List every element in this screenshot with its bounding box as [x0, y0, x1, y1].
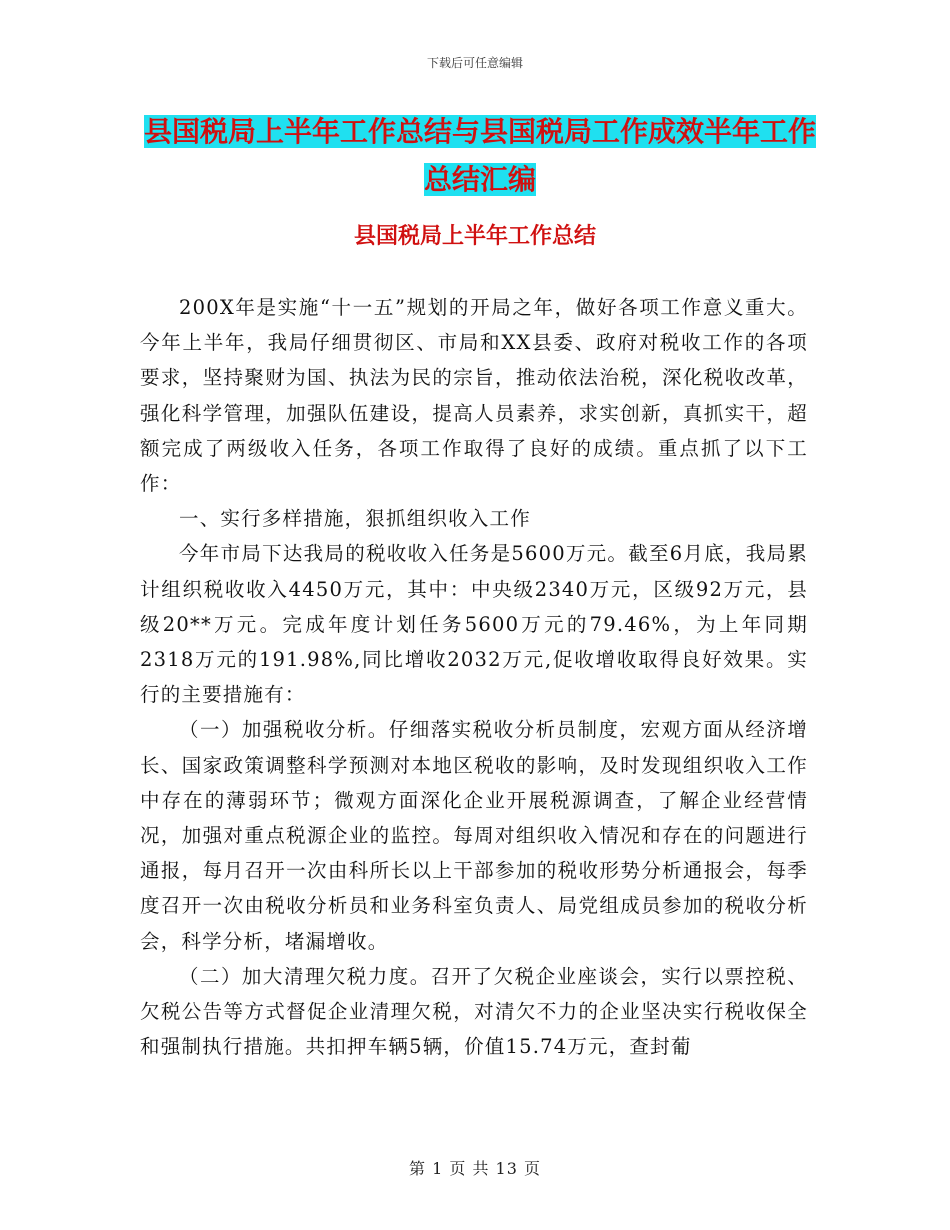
paragraph-arrears: （二）加大清理欠税力度。召开了欠税企业座谈会，实行以票控税、欠税公告等方式督促企业清理欠税，对清欠不力的企业坚决实行税收保全和强制执行措施。共扣押车辆5辆，价值15.74万元，查封葡: [140, 964, 808, 1059]
header-note: 下载后可任意编辑: [426, 56, 523, 70]
document-title-text: 县国税局上半年工作总结与县国税局工作成效半年工作总结汇编: [143, 115, 816, 196]
document-title: [140, 108, 820, 204]
paragraph-heading-1: 一、实行多样措施，狠抓组织收入工作: [179, 507, 531, 531]
paragraph-intro: 200X年是实施“十一五”规划的开局之年，做好各项工作意义重大。今年上半年，我局仔细贯彻区、市局和XX县委、政府对税收工作的各项要求，坚持聚财为国、执法为民的宗旨，推动依法治税，深化税收改革，强化科学管理，加强队伍建设，提高人员素养，求实创新，真抓实干，超额完成了两级收入任务，各项工作取得了良好的成绩。重点抓了以下工作：: [140, 296, 808, 496]
section-title: 县国税局上半年工作总结: [353, 223, 596, 249]
paragraph-revenue: 今年市局下达我局的税收收入任务是5600万元。截至6月底，我局累计组织税收收入4450万元，其中：中央级2340万元，区级92万元，县级20**万元。完成年度计划任务5600万元的79.46%，为上年同期2318万元的191.98%,同比增收2032万元,促收增收取得良好效果。实行的主要措施有：: [140, 542, 808, 707]
body-text: [140, 290, 808, 1064]
page-footer: 第 1 页 共 13 页: [409, 1159, 541, 1178]
paragraph-analysis: （一）加强税收分析。仔细落实税收分析员制度，宏观方面从经济增长、国家政策调整科学预测对本地区税收的影响，及时发现组织收入工作中存在的薄弱环节；微观方面深化企业开展税源调查，了解企业经营情况，加强对重点税源企业的监控。每周对组织收入情况和存在的问题进行通报，每月召开一次由科所长以上干部参加的税收形势分析通报会，每季度召开一次由税收分析员和业务科室负责人、局党组成员参加的税收分析会，科学分析，堵漏增收。: [140, 718, 808, 953]
